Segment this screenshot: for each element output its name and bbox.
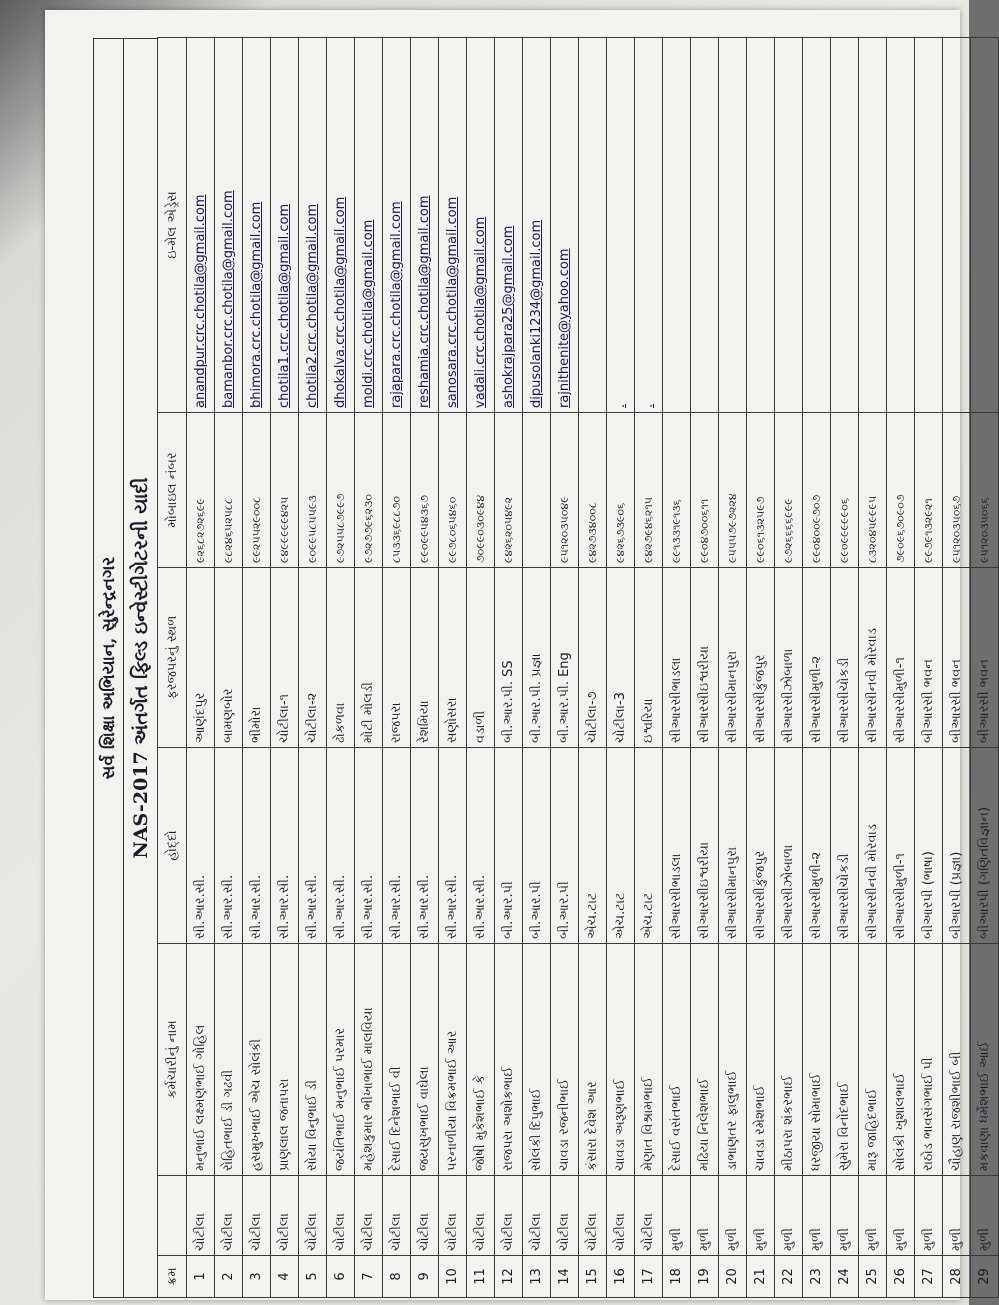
table-row: [719, 38, 747, 1298]
email-cell: chotila2.crc.chotila@gmail.com: [299, 38, 327, 413]
email-cell: sanosara.crc.chotila@gmail.com: [439, 38, 467, 413]
name-cell: સોલંકી ખુશાલભાઈ: [887, 944, 915, 1176]
place-cell: ભીમોરા: [243, 568, 271, 748]
name-cell: ચાવડા રમેશભાઈ: [747, 944, 775, 1176]
post-cell: બીઆરપી (પ્રજ્ઞા): [943, 748, 971, 944]
email-cell: ashokrajpara25@gmail.com: [495, 38, 523, 413]
mobile-cell: ૯૯૦૪૦૦૯૭૦૭: [803, 413, 831, 568]
email-cell: .: [607, 38, 635, 413]
name-cell: ચૌહાણ રાજશીભાઈ બી: [943, 944, 971, 1176]
email-cell: .: [635, 38, 663, 413]
name-cell: ચાવડા અરૂણભાઈ: [607, 944, 635, 1176]
place-cell: વડાળી: [467, 568, 495, 748]
place-cell: સીઆરસીઇશ્વરીયા: [691, 568, 719, 748]
place-cell: ચોટીલા-3: [607, 568, 635, 748]
name-cell: પરનાળીયા વિક્રમભાઈ આર: [439, 944, 467, 1176]
post-cell: સી.આર.સી.: [299, 748, 327, 944]
serial-cell: 22: [775, 1256, 803, 1298]
mobile-cell: ૯૯૦૪૭૦૦૬૧૧: [691, 413, 719, 568]
serial-cell: 8: [383, 1256, 411, 1298]
serial-cell: 4: [271, 1256, 299, 1298]
table-row: [831, 38, 859, 1298]
table-row: [187, 38, 215, 1298]
taluka-cell: મુળી: [747, 1176, 775, 1256]
name-cell: ડાભાણતર ફાલુભાઈ: [719, 944, 747, 1176]
taluka-cell: મુળી: [719, 1176, 747, 1256]
post-cell: એચ.ટાટ: [607, 748, 635, 944]
post-cell: એચ.ટાટ: [579, 748, 607, 944]
email-cell: anandpur.crc.chotila@gmail.com: [187, 38, 215, 413]
mobile-cell: ૯૭૨૬૬૬૬૯૯૯: [775, 413, 803, 568]
col-header-mobile: મોબાઇલ નંબર: [158, 413, 187, 568]
taluka-cell: મુળી: [831, 1176, 859, 1256]
name-cell: જયસુખભાઈ વાઘેલા: [411, 944, 439, 1176]
mobile-cell: ૯૭૨૫૫૮૭૯૯૭: [327, 413, 355, 568]
mobile-cell: ૯૯૨૫૫૨૯૦૦૮: [243, 413, 271, 568]
serial-cell: 28: [943, 1256, 971, 1298]
email-cell: [803, 38, 831, 413]
email-cell: [691, 38, 719, 413]
name-cell: મેણાત વિશ્રામભાઈ: [635, 944, 663, 1176]
post-cell: સીઆરસીમાનપુરા: [719, 748, 747, 944]
email-cell: rajnithenite@yahoo.com: [551, 38, 579, 413]
email-cell: [663, 38, 691, 413]
table-row: [915, 38, 943, 1298]
post-cell: સી.આર.સી.: [411, 748, 439, 944]
serial-cell: 18: [663, 1256, 691, 1298]
name-cell: સોયા વિનુભાઈ ડી: [299, 944, 327, 1176]
email-cell: chotila1.crc.chotila@gmail.com: [271, 38, 299, 413]
post-cell: સી.આર.સી.: [187, 748, 215, 944]
table-row: [439, 38, 467, 1298]
name-cell: મઢિયા નિલેશભાઈ: [691, 944, 719, 1176]
email-cell: [831, 38, 859, 413]
mobile-cell: ૯૪૨૬૨૦૫૪૯૨: [495, 413, 523, 568]
serial-cell: 21: [747, 1256, 775, 1298]
place-cell: સીઆરસીભાડલા: [663, 568, 691, 748]
col-header-email: ઇ-મેલ એડ્રેસ: [158, 38, 187, 413]
serial-cell: 20: [719, 1256, 747, 1298]
table-header-row: [158, 38, 187, 1298]
email-cell: dipusolanki1234@gmail.com: [523, 38, 551, 413]
post-cell: સીઆરસીચોકડી: [831, 748, 859, 944]
mobile-cell: ૯૫૧૨૦૩૫૦૬૬: [971, 413, 999, 568]
name-cell: દેસાઈ વસંતભાઈ: [663, 944, 691, 1176]
post-cell: સી.આર.સી.: [215, 748, 243, 944]
name-cell: મહેશકુમાર ભીખાભાઈ માલવિયા: [355, 944, 383, 1176]
table-row: [215, 38, 243, 1298]
serial-cell: 17: [635, 1256, 663, 1298]
serial-cell: 23: [803, 1256, 831, 1298]
taluka-cell: ચોટીલા: [187, 1176, 215, 1256]
mobile-cell: ૯૪૨૭૩૪૦૦૮: [579, 413, 607, 568]
table-row: [803, 38, 831, 1298]
table-row: [243, 38, 271, 1298]
taluka-cell: ચોટીલા: [355, 1176, 383, 1256]
serial-cell: 3: [243, 1256, 271, 1298]
taluka-cell: ચોટીલા: [383, 1176, 411, 1256]
email-cell: rajapara.crc.chotila@gmail.com: [383, 38, 411, 413]
table-row: [859, 38, 887, 1298]
taluka-cell: ચોટીલા: [215, 1176, 243, 1256]
mobile-cell: [523, 413, 551, 568]
serial-cell: 25: [859, 1256, 887, 1298]
mobile-cell: ૯૦૯૯૫૮૫૫૯૩: [299, 413, 327, 568]
serial-cell: 19: [691, 1256, 719, 1298]
col-header-post: હોદ્દો: [158, 748, 187, 944]
table-row: [495, 38, 523, 1298]
mobile-cell: ૮૫૩૩૬૯૮૮૭૦: [383, 413, 411, 568]
taluka-cell: મુળી: [775, 1176, 803, 1256]
serial-cell: 5: [299, 1256, 327, 1298]
serial-cell: 12: [495, 1256, 523, 1298]
taluka-cell: મુળી: [803, 1176, 831, 1256]
serial-cell: 29: [971, 1256, 999, 1298]
post-cell: સીઆરસીકુંજપુર: [747, 748, 775, 944]
serial-cell: 26: [887, 1256, 915, 1298]
place-cell: બીઆરસી ભવન: [971, 568, 999, 748]
taluka-cell: ચોટીલા: [495, 1176, 523, 1256]
serial-cell: 2: [215, 1256, 243, 1298]
email-cell: [719, 38, 747, 413]
table-row: [467, 38, 495, 1298]
mobile-cell: ૯૯૦૯૯૫૪૩૬૭: [411, 413, 439, 568]
place-cell: આણંદપુર: [187, 568, 215, 748]
table-row: [775, 38, 803, 1298]
mobile-cell: ૯૭૨૭૭૯૬૨૩૦: [355, 413, 383, 568]
email-cell: bhimora.crc.chotila@gmail.com: [243, 38, 271, 413]
email-cell: [915, 38, 943, 413]
post-cell: બીઆરપી (ગણિતવિજ્ઞાન): [971, 748, 999, 944]
place-cell: રેશમિયા: [411, 568, 439, 748]
place-cell: રાજપરા: [383, 568, 411, 748]
serial-cell: 9: [411, 1256, 439, 1298]
investigator-table: [157, 37, 999, 1298]
name-cell: કંસારા દેવેશ આર: [579, 944, 607, 1176]
name-cell: પ્રાણલાલ જતાપરા: [271, 944, 299, 1176]
post-cell: બી.આર.પી: [523, 748, 551, 944]
mobile-cell: ૯૫૫૫૭૯૭૨૨૪: [719, 413, 747, 568]
mobile-cell: ૯૫૧૨૦૩૫૦૪૯: [551, 413, 579, 568]
post-cell: સીઆરસીનવી મોરવાડ: [859, 748, 887, 944]
table-row: [551, 38, 579, 1298]
post-cell: બી.આર.પી: [551, 748, 579, 944]
table-row: [635, 38, 663, 1298]
place-cell: બી.આર.પી. પ્રજ્ઞા: [523, 568, 551, 748]
table-row: [887, 38, 915, 1298]
mobile-cell: ૯૯૦૬૧૩૨૫૯૭: [747, 413, 775, 568]
table-row: [355, 38, 383, 1298]
serial-cell: 13: [523, 1256, 551, 1298]
post-cell: સી.આર.સી.: [467, 748, 495, 944]
place-cell: સીઆરસીનવી મોરવાડ: [859, 568, 887, 748]
taluka-cell: ચોટીલા: [607, 1176, 635, 1256]
taluka-cell: મુળી: [663, 1176, 691, 1256]
col-header-place: ફરજપરનું સ્થળ: [158, 568, 187, 748]
table-row: [579, 38, 607, 1298]
serial-cell: 15: [579, 1256, 607, 1298]
email-cell: reshamia.crc.chotila@gmail.com: [411, 38, 439, 413]
place-cell: સીઆરસીમાનપુરા: [719, 568, 747, 748]
place-cell: સણોસરા: [439, 568, 467, 748]
table-row: [971, 38, 999, 1298]
post-cell: બીઆરપી (ભાષા): [915, 748, 943, 944]
name-cell: રોહિતભાઈ ડી ગઢવી: [215, 944, 243, 1176]
place-cell: સીઆરસીમુળી-૨: [803, 568, 831, 748]
place-cell: બી.આર.પી. SS: [495, 568, 523, 748]
email-cell: moldi.crc.chotila@gmail.com: [355, 38, 383, 413]
email-cell: bamanbor.crc.chotila@gmail.com: [215, 38, 243, 413]
post-cell: સીઆરસીમુળી-૨: [803, 748, 831, 944]
email-cell: [579, 38, 607, 413]
table-row: [327, 38, 355, 1298]
email-cell: [943, 38, 971, 413]
mobile-cell: ૯૯૦૯૯૯૯૯૦૬: [831, 413, 859, 568]
place-cell: ઢોકળવા: [327, 568, 355, 748]
place-cell: સીઆરસીકુંજપુર: [747, 568, 775, 748]
place-cell: મોટી મોલડી: [355, 568, 383, 748]
place-cell: સીઆરસીચોકડી: [831, 568, 859, 748]
name-cell: હસમુખભાઈ એચ સોલંકી: [243, 944, 271, 1176]
mobile-cell: ૯૪૨૬૭૩૯૦૬: [607, 413, 635, 568]
name-cell: રાઠોડ ભાવસંગભાઈ પી: [915, 944, 943, 1176]
post-cell: સી.આર.સી.: [243, 748, 271, 944]
post-cell: સી.આર.સી.: [355, 748, 383, 944]
taluka-cell: ચોટીલા: [551, 1176, 579, 1256]
place-cell: સીઆરસીમુળી-૧: [887, 568, 915, 748]
mobile-cell: ૯૯૭૮૦૬૫૪૬૦: [439, 413, 467, 568]
taluka-cell: ચોટીલા: [523, 1176, 551, 1256]
document-title: સર્વ શિક્ષા અભિયાન, સુરેન્દ્રનગર: [93, 38, 123, 1298]
mobile-cell: ૯૮૨૪૬૫૨૫૮૮: [215, 413, 243, 568]
post-cell: સીઆરસીભાડલા: [663, 748, 691, 944]
taluka-cell: ચોટીલા: [579, 1176, 607, 1256]
taluka-cell: મુળી: [691, 1176, 719, 1256]
mobile-cell: ૯૪૨૭૯૪૬૨૧૫: [635, 413, 663, 568]
taluka-cell: ચોટીલા: [411, 1176, 439, 1256]
taluka-cell: ચોટીલા: [467, 1176, 495, 1256]
post-cell: સી.આર.સી.: [439, 748, 467, 944]
col-header-taluka: [158, 1176, 187, 1256]
place-cell: સીઆરસીઝોબાળા: [775, 568, 803, 748]
document-subtitle: NAS-2017 અંતર્ગત ફિલ્ડ ઇન્વેસ્ટીગેટરની યાદી: [123, 38, 157, 1298]
table-row: [299, 38, 327, 1298]
place-cell: ચોટીલા-૭: [579, 568, 607, 748]
name-cell: ધરજીયા સોમાભાઈ: [803, 944, 831, 1176]
taluka-cell: મુળી: [887, 1176, 915, 1256]
table-row: [747, 38, 775, 1298]
post-cell: સી.આર.સી.: [271, 748, 299, 944]
table-row: [271, 38, 299, 1298]
place-cell: બીઆરસી ભવન: [943, 568, 971, 748]
taluka-cell: મુળી: [943, 1176, 971, 1256]
taluka-cell: મુળી: [859, 1176, 887, 1256]
taluka-cell: ચોટીલા: [243, 1176, 271, 1256]
taluka-cell: ચોટીલા: [299, 1176, 327, 1256]
serial-cell: 14: [551, 1256, 579, 1298]
name-cell: મનુભાઈ લક્ષ્મણભાઈ ગોહિલ: [187, 944, 215, 1176]
mobile-cell: ૯૯૭૯૧૩૨૯૨૧: [915, 413, 943, 568]
email-cell: [859, 38, 887, 413]
mobile-cell: ૭૯૦૯૬૭૦૯૦૭: [887, 413, 915, 568]
col-header-serial: ક્રમ: [158, 1256, 187, 1298]
post-cell: સી.આર.સી.: [383, 748, 411, 944]
document-sheet: [45, 10, 992, 1300]
email-cell: vadali.crc.chotila@gmail.com: [467, 38, 495, 413]
mobile-cell: ૭૦૯૯૦૩૦૯૪૪: [467, 413, 495, 568]
place-cell: બી.આર.પી. Eng: [551, 568, 579, 748]
table-row: [691, 38, 719, 1298]
name-cell: મારૂ જાહિદભાઈ: [859, 944, 887, 1176]
name-cell: ચાવડા રજનીભાઈ: [551, 944, 579, 1176]
email-cell: dhokalva.crc.chotila@gmail.com: [327, 38, 355, 413]
mobile-cell: ૯૯૧૩૩૧૯૧૩૬: [663, 413, 691, 568]
table-row: [607, 38, 635, 1298]
name-cell: સોલંકી દિપુભાઈ: [523, 944, 551, 1176]
name-cell: મીઠાપરા શંકરભાઈ: [775, 944, 803, 1176]
mobile-cell: ૯૫૧૨૦૩૫૦૬૭: [943, 413, 971, 568]
post-cell: એચ.ટાટ: [635, 748, 663, 944]
taluka-cell: ચોટીલા: [439, 1176, 467, 1256]
table-body: [187, 38, 999, 1298]
serial-cell: 7: [355, 1256, 383, 1298]
table-row: [383, 38, 411, 1298]
mobile-cell: ૮૩૨૦૪૫૯૯૯૫: [859, 413, 887, 568]
place-cell: ઇશ્વરિયા: [635, 568, 663, 748]
taluka-cell: ચોટીલા: [327, 1176, 355, 1256]
mobile-cell: ૯૪૯૯૯૯૯૪૨૫: [271, 413, 299, 568]
serial-cell: 10: [439, 1256, 467, 1298]
place-cell: ચોટીલા-૧: [271, 568, 299, 748]
serial-cell: 27: [915, 1256, 943, 1298]
serial-cell: 16: [607, 1256, 635, 1298]
post-cell: બી.આર.પી: [495, 748, 523, 944]
place-cell: બામણબોર: [215, 568, 243, 748]
serial-cell: 24: [831, 1256, 859, 1298]
name-cell: રાજપરા અશોકભાઈ: [495, 944, 523, 1176]
col-header-name: કર્મચારીનું નામ: [158, 944, 187, 1176]
table-row: [663, 38, 691, 1298]
name-cell: જયંતિભાઈ મનુભાઈ પરમાર: [327, 944, 355, 1176]
serial-cell: 6: [327, 1256, 355, 1298]
taluka-cell: મુળી: [915, 1176, 943, 1256]
table-row: [411, 38, 439, 1298]
post-cell: સી.આર.સી.: [327, 748, 355, 944]
name-cell: જોષી મુકેશભાઈ કે: [467, 944, 495, 1176]
serial-cell: 11: [467, 1256, 495, 1298]
taluka-cell: મુળી: [971, 1176, 999, 1256]
rotated-table-area: [93, 38, 992, 1298]
place-cell: ચોટીલા-૨: [299, 568, 327, 748]
email-cell: [747, 38, 775, 413]
email-cell: [775, 38, 803, 413]
name-cell: મકવાણા ધર્મેશભાઈ આઈ: [971, 944, 999, 1176]
name-cell: દેસાઈ દિનેશભાઈ વી: [383, 944, 411, 1176]
taluka-cell: ચોટીલા: [271, 1176, 299, 1256]
serial-cell: 1: [187, 1256, 215, 1298]
taluka-cell: ચોટીલા: [635, 1176, 663, 1256]
post-cell: સીઆરસીમુળી-૧: [887, 748, 915, 944]
table-row: [943, 38, 971, 1298]
email-cell: [887, 38, 915, 413]
mobile-cell: ૯૨૬૮૨૭૨૬૯૯: [187, 413, 215, 568]
table-row: [523, 38, 551, 1298]
place-cell: બીઆરસી ભવન: [915, 568, 943, 748]
post-cell: સીઆરસીઝોબાળા: [775, 748, 803, 944]
email-cell: [971, 38, 999, 413]
name-cell: સુમેરા વિનોદભાઈ: [831, 944, 859, 1176]
post-cell: સીઆરસીઇશ્વરીયા: [691, 748, 719, 944]
